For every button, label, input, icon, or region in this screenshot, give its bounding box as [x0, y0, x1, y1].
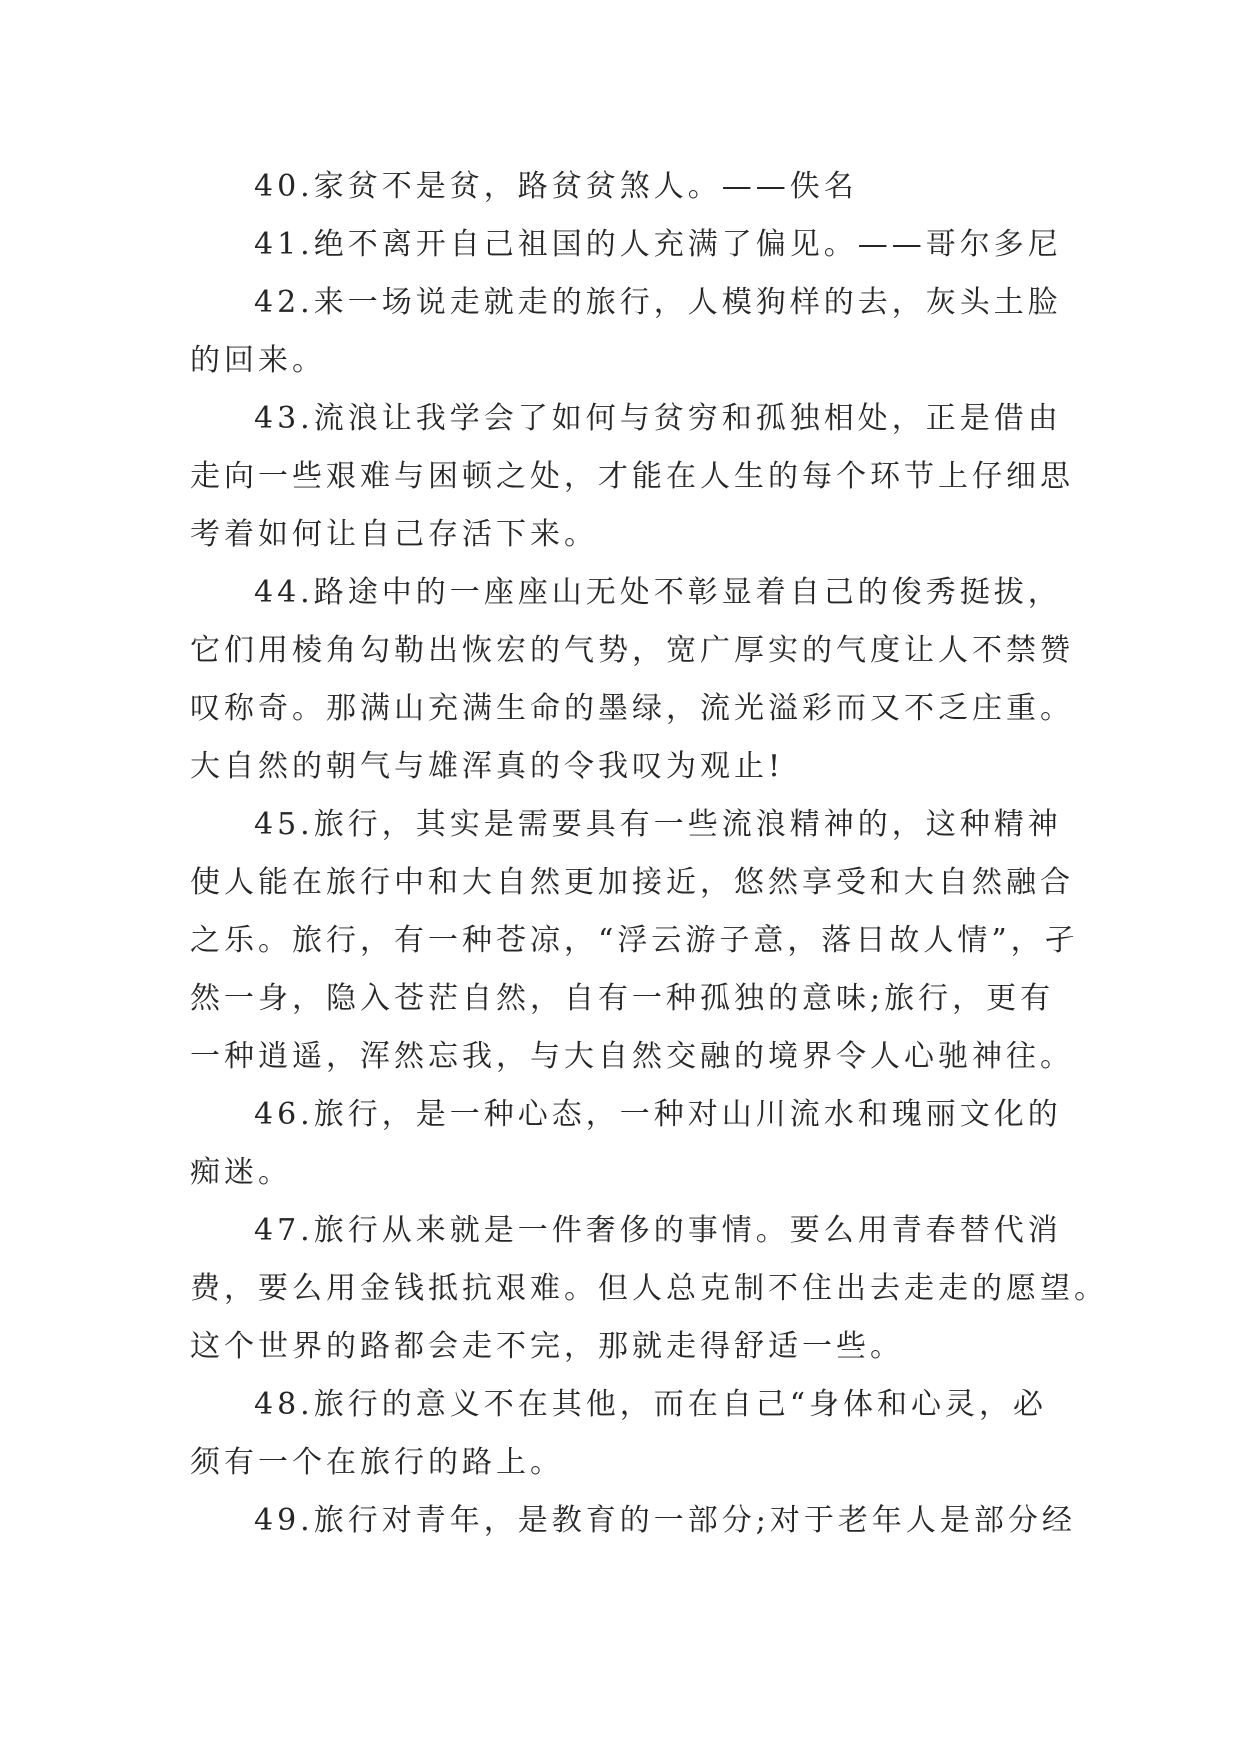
text-line: 然一身，隐入苍茫自然，自有一种孤独的意味;旅行，更有 [190, 981, 1055, 1016]
text-line: 49.旅行对青年，是教育的一部分;对于老年人是部分经 [254, 1503, 1076, 1538]
text-line: 的回来。 [190, 343, 326, 378]
text-line: 走向一些艰难与困顿之处，才能在人生的每个环节上仔细思 [190, 459, 1074, 494]
text-line: 它们用棱角勾勒出恢宏的气势，宽广厚实的气度让人不禁赞 [190, 633, 1074, 668]
text-line: 46.旅行，是一种心态，一种对山川流水和瑰丽文化的 [254, 1097, 1062, 1132]
text-line: 费，要么用金钱抵抗艰难。但人总克制不住出去走走的愿望。 [190, 1271, 1108, 1306]
text-line: 叹称奇。那满山充满生命的墨绿，流光溢彩而又不乏庄重。 [190, 691, 1074, 726]
text-line: 43.流浪让我学会了如何与贫穷和孤独相处，正是借由 [254, 401, 1062, 436]
text-line: 47.旅行从来就是一件奢侈的事情。要么用青春替代消 [254, 1213, 1062, 1248]
text-line: 45.旅行，其实是需要具有一些流浪精神的，这种精神 [254, 807, 1062, 842]
text-line: 须有一个在旅行的路上。 [190, 1445, 564, 1480]
text-line: 42.来一场说走就走的旅行，人模狗样的去，灰头土脸 [254, 285, 1062, 320]
text-line: 使人能在旅行中和大自然更加接近，悠然享受和大自然融合 [190, 865, 1074, 900]
text-line: 大自然的朝气与雄浑真的令我叹为观止! [190, 749, 785, 784]
text-line: 41.绝不离开自己祖国的人充满了偏见。——哥尔多尼 [254, 227, 1062, 262]
text-line: 考着如何让自己存活下来。 [190, 517, 598, 552]
text-line: 之乐。旅行，有一种苍凉，“浮云游子意，落日故人情”，孑 [190, 923, 1079, 958]
text-line: 一种逍遥，浑然忘我，与大自然交融的境界令人心驰神往。 [190, 1039, 1074, 1074]
text-line: 48.旅行的意义不在其他，而在自己“身体和心灵，必 [254, 1387, 1048, 1422]
text-line: 这个世界的路都会走不完，那就走得舒适一些。 [190, 1329, 904, 1364]
document-body [190, 158, 1108, 1550]
text-line: 痴迷。 [190, 1155, 292, 1190]
text-line: 40.家贫不是贫，路贫贫煞人。——佚名 [254, 169, 858, 204]
text-line: 44.路途中的一座座山无处不彰显着自己的俊秀挺拔， [254, 575, 1062, 610]
